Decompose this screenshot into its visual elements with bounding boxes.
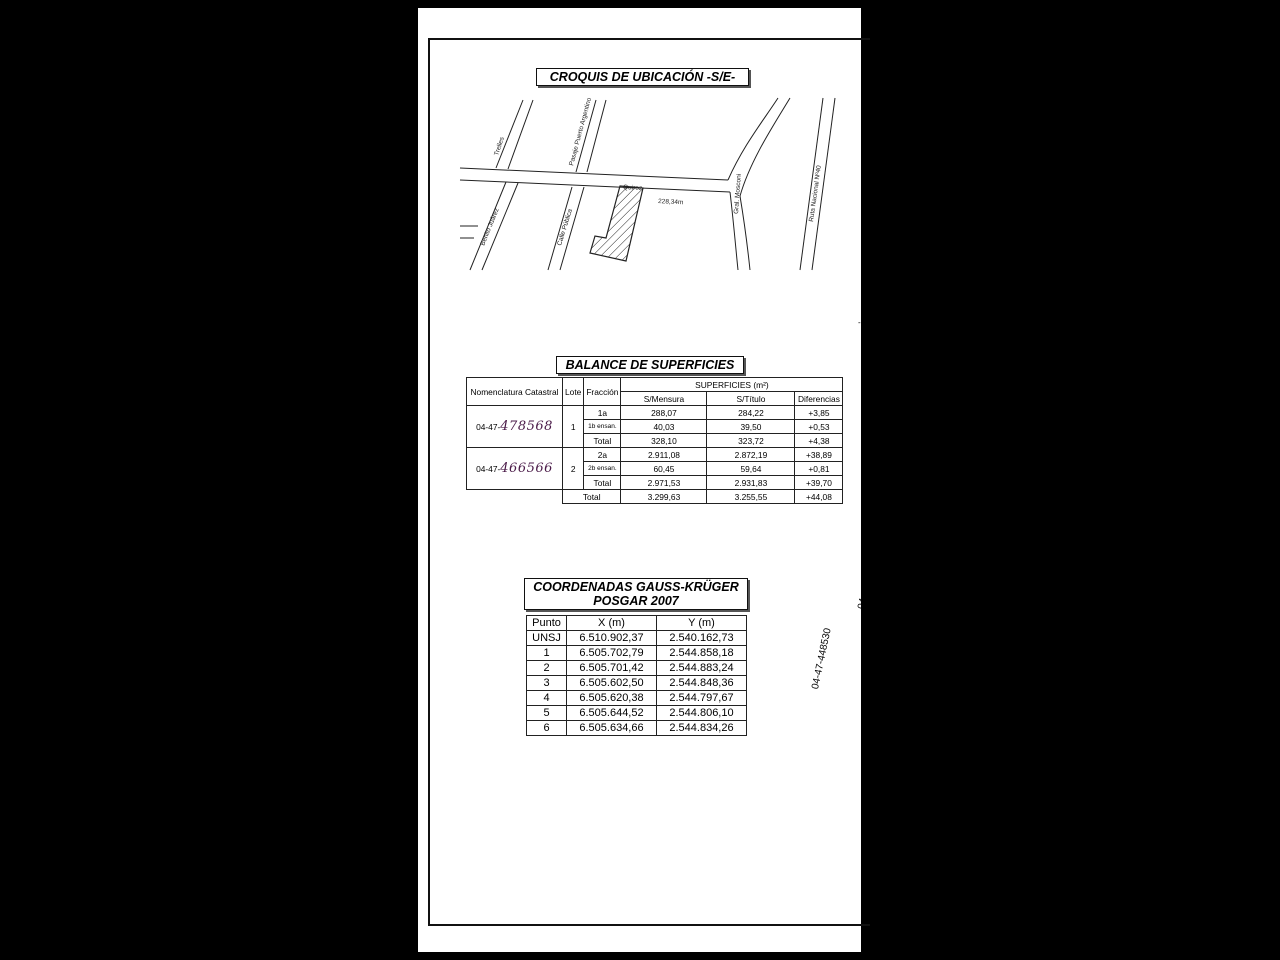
bottom-black-bar: [418, 952, 861, 960]
grand-total-titulo: 3.255,55: [707, 490, 795, 504]
punto-cell: 4: [527, 691, 567, 706]
diferencia-cell: +0,53: [795, 420, 843, 434]
diferencia-cell: +38,89: [795, 448, 843, 462]
fraccion-cell: 1a: [584, 406, 621, 420]
nomenclatura-handwritten: 478568: [500, 418, 553, 434]
trelles-street-edge: [508, 100, 533, 169]
punto-cell: 2: [527, 661, 567, 676]
coordinates-title: [524, 578, 748, 610]
label-quiroz: Quiroz: [622, 184, 643, 192]
mensura-cell: 2.911,08: [621, 448, 707, 462]
x-cell: 6.505.701,42: [567, 661, 657, 676]
titulo-cell: 59,64: [707, 462, 795, 476]
header-fraccion: Fracción: [584, 378, 621, 406]
lote-number: 1: [563, 406, 584, 448]
punto-cell: 3: [527, 676, 567, 691]
x-cell: 6.505.644,52: [567, 706, 657, 721]
fraccion-cell: Total: [584, 476, 621, 490]
balance-table: [466, 377, 843, 504]
titulo-cell: 2.931,83: [707, 476, 795, 490]
diferencia-cell: +0,81: [795, 462, 843, 476]
titulo-cell: 2.872,19: [707, 448, 795, 462]
fraccion-cell: 1b ensan.: [584, 420, 621, 434]
margin-partial-number: 04-: [856, 593, 870, 611]
punto-cell: UNSJ: [527, 631, 567, 646]
titulo-cell: 284,22: [707, 406, 795, 420]
header-diferencias: Diferencias: [795, 392, 843, 406]
mensura-cell: 288,07: [621, 406, 707, 420]
quiroz-street-edge: [460, 168, 728, 180]
nomenclatura-handwritten: 466566: [500, 460, 553, 476]
label-publica: Calle Pública: [556, 208, 575, 247]
sketch-title: CROQUIS DE UBICACIÓN -S/E-: [536, 68, 749, 86]
punto-cell: 1: [527, 646, 567, 661]
margin-parcel-number: 04-47-448530: [810, 627, 834, 691]
nomenclatura-prefix: 04-47-: [476, 421, 501, 432]
header-titulo: S/Título: [707, 392, 795, 406]
label-ruta-40: Ruta Nacional Nº40: [808, 164, 823, 223]
nomenclatura-lot-1: [467, 406, 563, 448]
x-cell: 6.505.634,66: [567, 721, 657, 736]
mensura-cell: 60,45: [621, 462, 707, 476]
mosconi-street-edge: [740, 98, 790, 196]
header-y: Y (m): [657, 616, 747, 631]
punto-cell: 5: [527, 706, 567, 721]
fraccion-cell: Total: [584, 434, 621, 448]
label-mosconi: Gral. Mosconi: [733, 173, 743, 215]
y-cell: 2.544.834,26: [657, 721, 747, 736]
coordinates-title-line1: COORDENADAS GAUSS-KRÜGER: [533, 580, 739, 594]
header-mensura: S/Mensura: [621, 392, 707, 406]
x-cell: 6.510.902,37: [567, 631, 657, 646]
diferencia-cell: +4,38: [795, 434, 843, 448]
y-cell: 2.540.162,73: [657, 631, 747, 646]
fraccion-cell: 2a: [584, 448, 621, 462]
y-cell: 2.544.858,18: [657, 646, 747, 661]
y-cell: 2.544.806,10: [657, 706, 747, 721]
lote-number: 2: [563, 448, 584, 490]
coordinates-title-line2: POSGAR 2007: [593, 594, 679, 608]
nomenclatura-prefix: 04-47-: [476, 463, 501, 474]
empty-cell: [467, 490, 563, 504]
mensura-cell: 328,10: [621, 434, 707, 448]
mosconi-street-edge: [740, 196, 750, 270]
label-trelles: Trelles: [493, 136, 506, 157]
header-superficies: SUPERFICIES (m²): [621, 378, 843, 392]
label-pasaje: Pasaje Puerto Argentino: [568, 96, 594, 167]
header-x: X (m): [567, 616, 657, 631]
titulo-cell: 323,72: [707, 434, 795, 448]
location-sketch-map: [448, 86, 828, 276]
coordinates-table: [526, 615, 747, 736]
diferencia-cell: +3,85: [795, 406, 843, 420]
y-cell: 2.544.883,24: [657, 661, 747, 676]
label-benito: Benito Juárez: [479, 207, 501, 247]
punto-cell: 6: [527, 721, 567, 736]
y-cell: 2.544.797,67: [657, 691, 747, 706]
document-page: [418, 8, 870, 952]
header-punto: Punto: [527, 616, 567, 631]
header-lote: Lote: [563, 378, 584, 406]
header-nomenclatura: Nomenclatura Catastral: [467, 378, 563, 406]
trelles-street-edge: [496, 100, 523, 168]
margin-tick: -: [858, 318, 861, 327]
titulo-cell: 39,50: [707, 420, 795, 434]
fraccion-cell: 2b ensan.: [584, 462, 621, 476]
nomenclatura-lot-2: [467, 448, 563, 490]
label-distance: 228,34m: [657, 198, 684, 207]
mensura-cell: 2.971,53: [621, 476, 707, 490]
grand-total-diferencia: +44,08: [795, 490, 843, 504]
grand-total-label: Total: [563, 490, 621, 504]
mosconi-street-edge: [728, 98, 778, 180]
grand-total-mensura: 3.299,63: [621, 490, 707, 504]
x-cell: 6.505.702,79: [567, 646, 657, 661]
balance-title: BALANCE DE SUPERFICIES: [556, 356, 744, 374]
quiroz-street-edge: [460, 180, 730, 192]
parcel-hatched: [590, 186, 643, 261]
x-cell: 6.505.602,50: [567, 676, 657, 691]
y-cell: 2.544.848,36: [657, 676, 747, 691]
mensura-cell: 40,03: [621, 420, 707, 434]
x-cell: 6.505.620,38: [567, 691, 657, 706]
diferencia-cell: +39,70: [795, 476, 843, 490]
